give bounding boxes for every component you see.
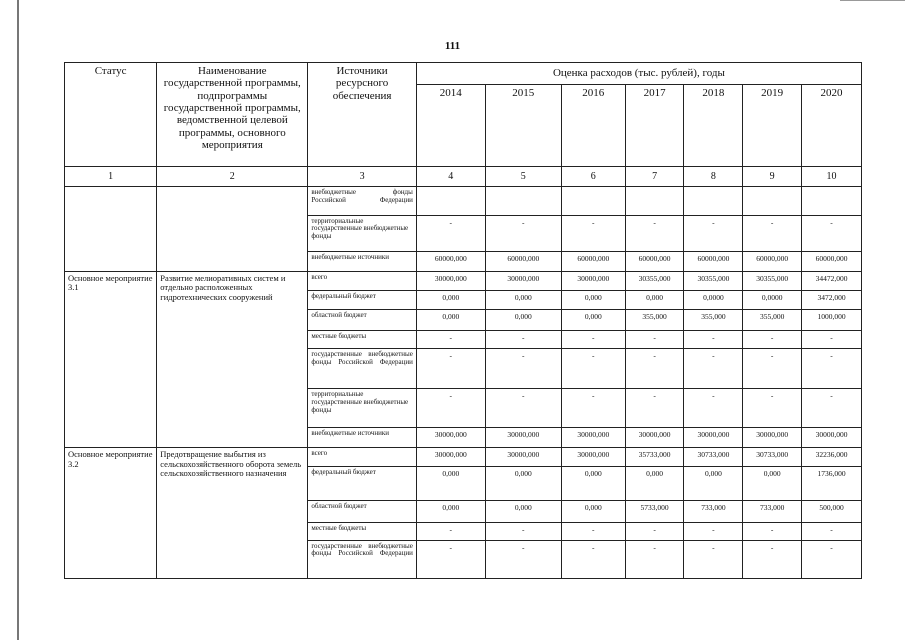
value-cell: - xyxy=(802,215,862,251)
value-cell: 0,000 xyxy=(416,500,485,522)
value-cell: 1736,000 xyxy=(802,467,862,500)
value-cell xyxy=(625,187,684,215)
value-cell: 60000,000 xyxy=(684,251,743,271)
column-number: 3 xyxy=(308,167,416,187)
column-number: 5 xyxy=(485,167,561,187)
value-cell: - xyxy=(802,389,862,428)
header-year: 2017 xyxy=(625,85,684,167)
value-cell: 30000,000 xyxy=(561,428,625,448)
value-cell: 0,000 xyxy=(485,290,561,309)
value-cell: 30000,000 xyxy=(802,428,862,448)
value-cell: 0,0000 xyxy=(743,290,802,309)
value-cell: - xyxy=(684,215,743,251)
value-cell: - xyxy=(485,349,561,389)
value-cell: 0,000 xyxy=(561,467,625,500)
value-cell: 30355,000 xyxy=(743,271,802,290)
value-cell: - xyxy=(561,522,625,540)
value-cell: 34472,000 xyxy=(802,271,862,290)
value-cell: 0,000 xyxy=(625,467,684,500)
value-cell: 0,000 xyxy=(485,467,561,500)
value-cell: - xyxy=(625,330,684,348)
value-cell: 30000,000 xyxy=(743,428,802,448)
column-number: 9 xyxy=(743,167,802,187)
value-cell: 0,000 xyxy=(561,290,625,309)
value-cell: 3472,000 xyxy=(802,290,862,309)
scan-left-edge xyxy=(17,0,19,640)
source-cell: внебюджетные источники xyxy=(308,428,416,448)
value-cell: - xyxy=(416,389,485,428)
value-cell: - xyxy=(485,540,561,578)
value-cell: 30000,000 xyxy=(416,271,485,290)
source-cell: государственные внебюджетные фонды Российской Федерации xyxy=(308,540,416,578)
value-cell: - xyxy=(561,215,625,251)
value-cell: - xyxy=(743,540,802,578)
source-cell: территориальные государственные внебюджетные фонды xyxy=(308,215,416,251)
value-cell: 60000,000 xyxy=(561,251,625,271)
value-cell: 500,000 xyxy=(802,500,862,522)
source-cell: государственные внебюджетные фонды Российской Федерации xyxy=(308,349,416,389)
value-cell: 30355,000 xyxy=(684,271,743,290)
value-cell: 60000,000 xyxy=(416,251,485,271)
value-cell: - xyxy=(416,540,485,578)
value-cell: 0,000 xyxy=(561,309,625,330)
table-row xyxy=(65,187,862,215)
value-cell: 60000,000 xyxy=(625,251,684,271)
header-status: Статус xyxy=(65,63,157,167)
value-cell: 355,000 xyxy=(625,309,684,330)
header-year: 2020 xyxy=(802,85,862,167)
header-name: Наименование государственной программы, подпрограммы государственной программы, ведомственной целевой программы, основного мероприятия xyxy=(157,63,308,167)
value-cell xyxy=(416,187,485,215)
value-cell: - xyxy=(416,330,485,348)
table-row xyxy=(65,448,862,467)
value-cell: 0,000 xyxy=(743,467,802,500)
value-cell: 30000,000 xyxy=(561,448,625,467)
value-cell: - xyxy=(416,349,485,389)
value-cell: 30000,000 xyxy=(485,428,561,448)
value-cell: 60000,000 xyxy=(802,251,862,271)
value-cell: - xyxy=(743,349,802,389)
value-cell: - xyxy=(743,389,802,428)
value-cell: - xyxy=(802,540,862,578)
value-cell: - xyxy=(561,540,625,578)
value-cell: 30000,000 xyxy=(625,428,684,448)
column-number-row xyxy=(65,167,862,187)
value-cell: 32236,000 xyxy=(802,448,862,467)
value-cell: 30000,000 xyxy=(485,448,561,467)
value-cell: 355,000 xyxy=(743,309,802,330)
value-cell: 0,000 xyxy=(625,290,684,309)
header-year: 2015 xyxy=(485,85,561,167)
value-cell: - xyxy=(802,330,862,348)
value-cell: - xyxy=(684,522,743,540)
value-cell: 0,000 xyxy=(485,500,561,522)
source-cell: всего xyxy=(308,271,416,290)
value-cell: 0,0000 xyxy=(684,290,743,309)
value-cell: - xyxy=(485,389,561,428)
value-cell xyxy=(485,187,561,215)
source-cell: местные бюджеты xyxy=(308,522,416,540)
value-cell: - xyxy=(684,330,743,348)
column-number: 6 xyxy=(561,167,625,187)
column-number: 8 xyxy=(684,167,743,187)
source-cell: территориальные государственные внебюджетные фонды xyxy=(308,389,416,428)
header-year: 2018 xyxy=(684,85,743,167)
value-cell: - xyxy=(625,349,684,389)
value-cell: 0,000 xyxy=(485,309,561,330)
value-cell: 30000,000 xyxy=(684,428,743,448)
value-cell: - xyxy=(802,522,862,540)
status-cell: Основное мероприятие 3.2 xyxy=(65,448,157,579)
value-cell: 1000,000 xyxy=(802,309,862,330)
value-cell: - xyxy=(625,215,684,251)
name-cell xyxy=(157,187,308,271)
value-cell: 30733,000 xyxy=(743,448,802,467)
scan-top-edge xyxy=(840,0,905,1)
value-cell: 0,000 xyxy=(416,290,485,309)
value-cell: - xyxy=(743,215,802,251)
value-cell xyxy=(802,187,862,215)
value-cell: - xyxy=(743,330,802,348)
value-cell: - xyxy=(485,215,561,251)
status-cell: Основное мероприятие 3.1 xyxy=(65,271,157,448)
value-cell: 30000,000 xyxy=(561,271,625,290)
name-cell: Предотвращение выбытия из сельскохозяйственного оборота земель сельскохозяйственного назначения xyxy=(157,448,308,579)
value-cell: 30733,000 xyxy=(684,448,743,467)
page-number: 111 xyxy=(444,40,461,52)
source-cell: всего xyxy=(308,448,416,467)
value-cell: - xyxy=(485,522,561,540)
source-cell: внебюджетные источники xyxy=(308,251,416,271)
expenditure-table xyxy=(64,62,862,579)
source-cell: внебюджетные фонды Российской Федерации xyxy=(308,187,416,215)
source-cell: местные бюджеты xyxy=(308,330,416,348)
value-cell: 30000,000 xyxy=(485,271,561,290)
header-year: 2014 xyxy=(416,85,485,167)
column-number: 7 xyxy=(625,167,684,187)
value-cell: - xyxy=(625,540,684,578)
value-cell: 60000,000 xyxy=(485,251,561,271)
name-cell: Развитие мелиоративных систем и отдельно расположенных гидротехнических сооружений xyxy=(157,271,308,448)
value-cell: - xyxy=(561,389,625,428)
value-cell: 733,000 xyxy=(684,500,743,522)
value-cell: - xyxy=(684,349,743,389)
value-cell: 733,000 xyxy=(743,500,802,522)
source-cell: областной бюджет xyxy=(308,500,416,522)
value-cell: 60000,000 xyxy=(743,251,802,271)
value-cell: - xyxy=(561,349,625,389)
column-number: 10 xyxy=(802,167,862,187)
value-cell: 355,000 xyxy=(684,309,743,330)
value-cell xyxy=(684,187,743,215)
table-row xyxy=(65,271,862,290)
value-cell: 0,000 xyxy=(416,467,485,500)
column-number: 4 xyxy=(416,167,485,187)
value-cell: - xyxy=(684,540,743,578)
value-cell: 30355,000 xyxy=(625,271,684,290)
header-source: Источники ресурсного обеспечения xyxy=(308,63,416,167)
value-cell xyxy=(743,187,802,215)
value-cell: - xyxy=(416,522,485,540)
header-year: 2016 xyxy=(561,85,625,167)
value-cell: 0,000 xyxy=(684,467,743,500)
value-cell: 0,000 xyxy=(416,309,485,330)
value-cell: - xyxy=(416,215,485,251)
value-cell: - xyxy=(625,522,684,540)
source-cell: федеральный бюджет xyxy=(308,467,416,500)
value-cell: 35733,000 xyxy=(625,448,684,467)
value-cell: - xyxy=(625,389,684,428)
value-cell: - xyxy=(561,330,625,348)
status-cell xyxy=(65,187,157,271)
source-cell: областной бюджет xyxy=(308,309,416,330)
value-cell: 30000,000 xyxy=(416,428,485,448)
header-row-1 xyxy=(65,63,862,85)
value-cell xyxy=(561,187,625,215)
header-estimate: Оценка расходов (тыс. рублей), годы xyxy=(416,63,861,85)
header-year: 2019 xyxy=(743,85,802,167)
value-cell: - xyxy=(684,389,743,428)
value-cell: - xyxy=(485,330,561,348)
column-number: 1 xyxy=(65,167,157,187)
value-cell: 5733,000 xyxy=(625,500,684,522)
source-cell: федеральный бюджет xyxy=(308,290,416,309)
value-cell: 0,000 xyxy=(561,500,625,522)
value-cell: - xyxy=(802,349,862,389)
column-number: 2 xyxy=(157,167,308,187)
value-cell: - xyxy=(743,522,802,540)
value-cell: 30000,000 xyxy=(416,448,485,467)
